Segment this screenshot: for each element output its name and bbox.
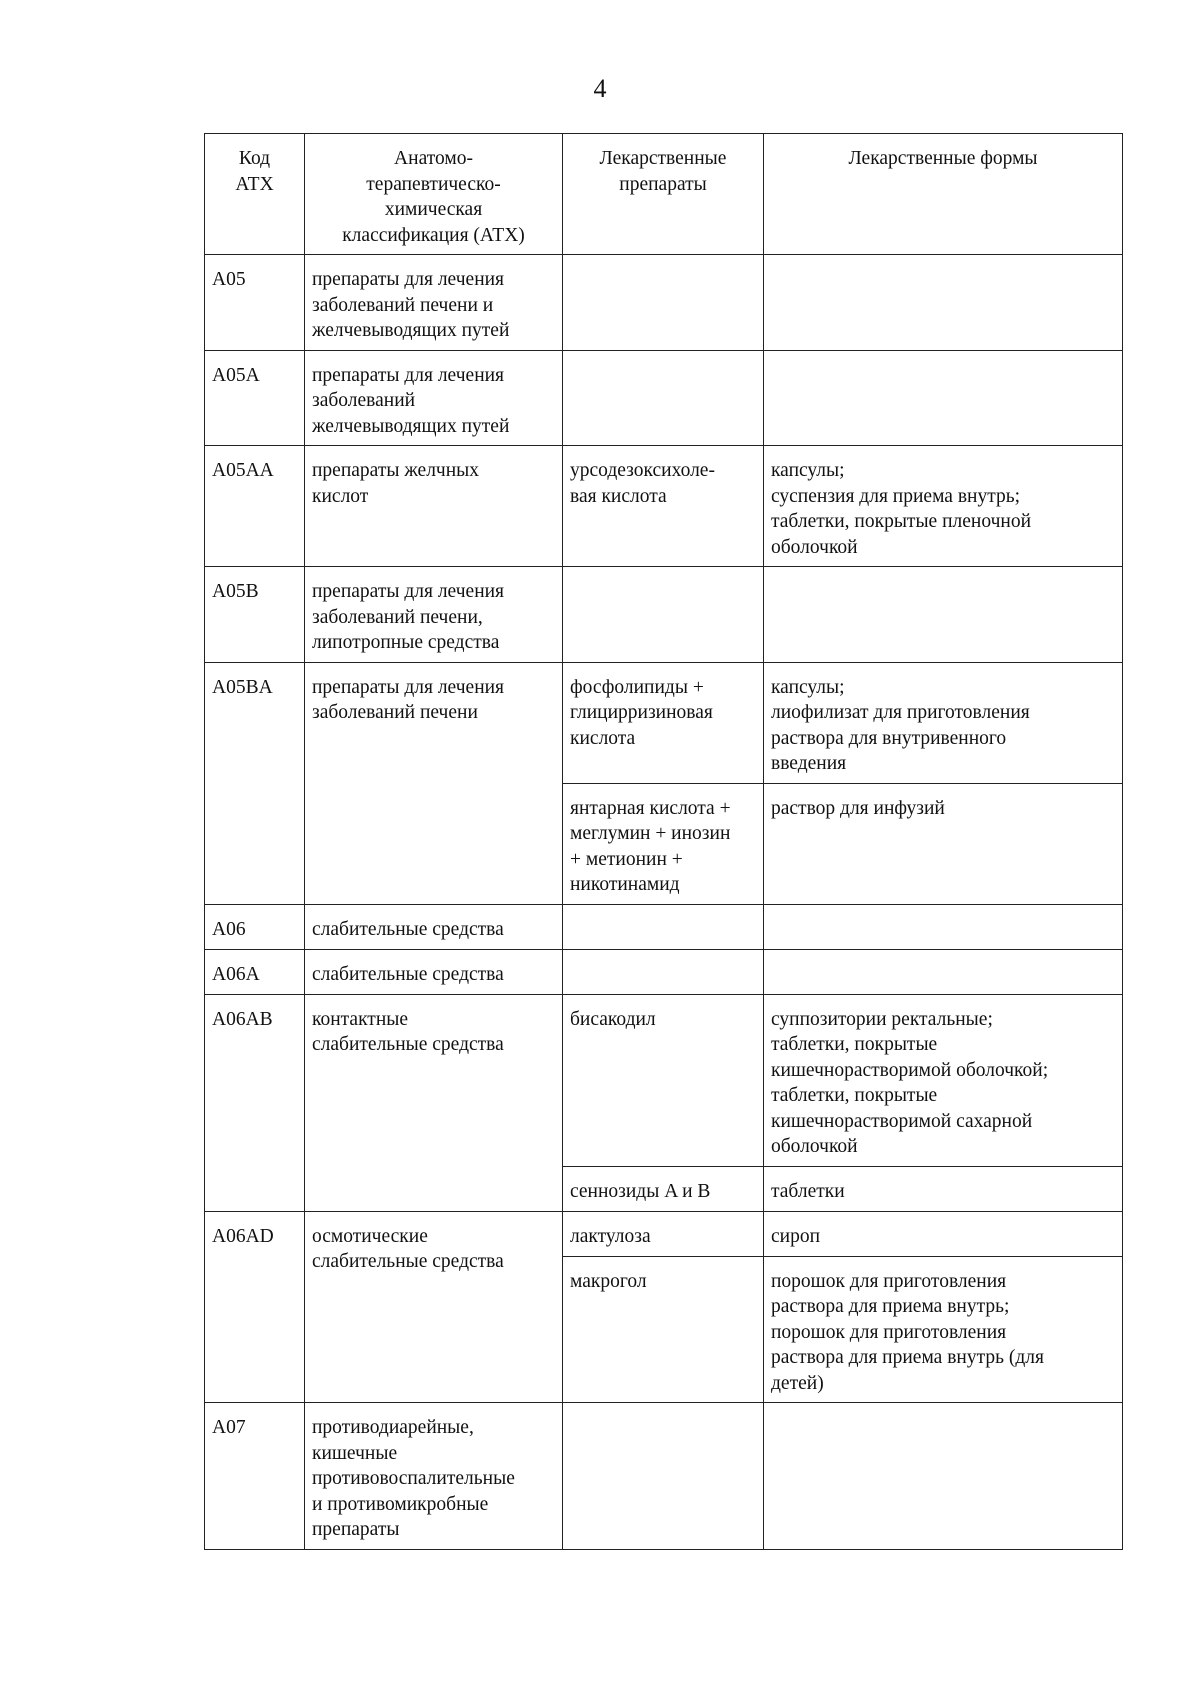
dosage-forms-cell: таблетки <box>764 1166 1123 1211</box>
table-row <box>205 446 1123 567</box>
dosage-forms-cell: порошок для приготовления раствора для приема внутрь; порошок для приготовления раствора для приема внутрь (для детей) <box>764 1256 1123 1403</box>
dosage-forms-cell <box>764 1403 1123 1550</box>
drug-name-cell <box>563 350 764 446</box>
table-row <box>205 949 1123 994</box>
atx-classification-cell: слабительные средства <box>305 904 563 949</box>
header-code: Код АТХ <box>205 134 305 255</box>
atx-classification-cell: осмотические слабительные средства <box>305 1211 563 1403</box>
atx-code-cell: A05B <box>205 567 305 663</box>
header-drugs: Лекарственные препараты <box>563 134 764 255</box>
drug-name-cell: бисакодил <box>563 994 764 1166</box>
table-row <box>205 904 1123 949</box>
drug-name-cell: лактулоза <box>563 1211 764 1256</box>
atx-code-cell: A05AA <box>205 446 305 567</box>
atx-code-cell: A05A <box>205 350 305 446</box>
drug-name-cell: макрогол <box>563 1256 764 1403</box>
table-row <box>205 1211 1123 1256</box>
table-row <box>205 350 1123 446</box>
dosage-forms-cell <box>764 567 1123 663</box>
dosage-forms-cell: суппозитории ректальные; таблетки, покрытые кишечнорастворимой оболочкой; таблетки, покрытые кишечнорастворимой сахарной оболочкой <box>764 994 1123 1166</box>
drug-name-cell: урсодезоксихоле- вая кислота <box>563 446 764 567</box>
atx-classification-cell: контактные слабительные средства <box>305 994 563 1211</box>
dosage-forms-cell: капсулы; лиофилизат для приготовления раствора для внутривенного введения <box>764 662 1123 783</box>
atx-code-cell: A06 <box>205 904 305 949</box>
atx-code-cell: A07 <box>205 1403 305 1550</box>
dosage-forms-cell <box>764 949 1123 994</box>
drug-name-cell <box>563 949 764 994</box>
atx-code-cell: A06AD <box>205 1211 305 1403</box>
table-row <box>205 994 1123 1166</box>
atx-classification-cell: препараты желчных кислот <box>305 446 563 567</box>
atx-classification-cell: противодиарейные, кишечные противовоспалительные и противомикробные препараты <box>305 1403 563 1550</box>
table-row <box>205 662 1123 783</box>
dosage-forms-cell: сироп <box>764 1211 1123 1256</box>
table-row <box>205 255 1123 351</box>
atx-classification-cell: препараты для лечения заболеваний печени <box>305 662 563 904</box>
drug-name-cell <box>563 904 764 949</box>
page-number: 4 <box>593 74 607 103</box>
drug-name-cell <box>563 255 764 351</box>
dosage-forms-cell: раствор для инфузий <box>764 783 1123 904</box>
drug-name-cell: янтарная кислота + меглумин + инозин + метионин + никотинамид <box>563 783 764 904</box>
atx-table <box>204 133 1123 1550</box>
table-row <box>205 567 1123 663</box>
table-body <box>205 255 1123 1550</box>
dosage-forms-cell <box>764 255 1123 351</box>
dosage-forms-cell: капсулы; суспензия для приема внутрь; таблетки, покрытые пленочной оболочкой <box>764 446 1123 567</box>
atx-classification-cell: слабительные средства <box>305 949 563 994</box>
drug-name-cell <box>563 1403 764 1550</box>
drug-name-cell <box>563 567 764 663</box>
atx-code-cell: A05 <box>205 255 305 351</box>
atx-code-cell: A06AB <box>205 994 305 1211</box>
atx-classification-cell: препараты для лечения заболеваний печени и желчевыводящих путей <box>305 255 563 351</box>
atx-code-cell: A06A <box>205 949 305 994</box>
header-row <box>205 134 1123 255</box>
dosage-forms-cell <box>764 350 1123 446</box>
header-forms: Лекарственные формы <box>764 134 1123 255</box>
atx-classification-cell: препараты для лечения заболеваний желчевыводящих путей <box>305 350 563 446</box>
header-classification: Анатомо- терапевтическо- химическая классификация (АТХ) <box>305 134 563 255</box>
drug-name-cell: сеннозиды A и B <box>563 1166 764 1211</box>
table-row <box>205 1403 1123 1550</box>
table-header <box>205 134 1123 255</box>
atx-code-cell: A05BA <box>205 662 305 904</box>
dosage-forms-cell <box>764 904 1123 949</box>
atx-classification-cell: препараты для лечения заболеваний печени, липотропные средства <box>305 567 563 663</box>
drug-name-cell: фосфолипиды + глицирризиновая кислота <box>563 662 764 783</box>
